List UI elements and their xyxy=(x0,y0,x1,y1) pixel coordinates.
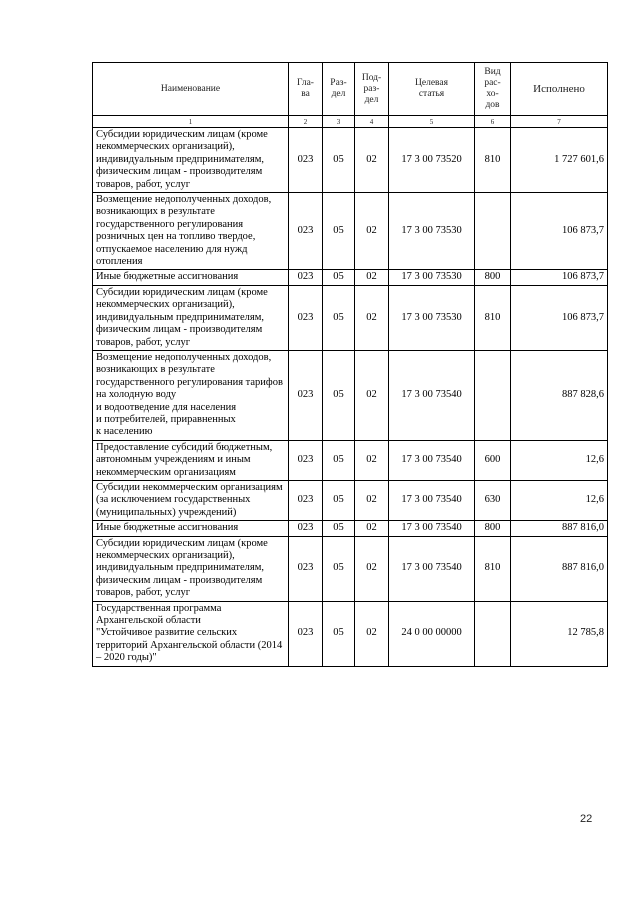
column-number-row xyxy=(93,116,608,128)
row-podrazdel-cell: 02 xyxy=(355,350,389,440)
row-expense-type-cell: 800 xyxy=(475,270,511,285)
row-target-article-cell: 17 3 00 73540 xyxy=(389,440,475,480)
header-name: Наименование xyxy=(93,63,289,116)
column-number: 3 xyxy=(323,116,355,128)
header-target-article: Целевая статья xyxy=(389,63,475,116)
row-glava-cell: 023 xyxy=(289,536,323,601)
table-row xyxy=(93,193,608,270)
row-glava-cell: 023 xyxy=(289,128,323,193)
page-number: 22 xyxy=(580,813,593,825)
row-razdel-cell: 05 xyxy=(323,270,355,285)
table-row xyxy=(93,128,608,193)
row-executed-cell: 887 828,6 xyxy=(511,350,608,440)
row-executed-cell: 12,6 xyxy=(511,440,608,480)
row-executed-cell: 106 873,7 xyxy=(511,285,608,350)
budget-execution-table xyxy=(92,62,608,667)
column-number: 5 xyxy=(389,116,475,128)
row-glava-cell: 023 xyxy=(289,270,323,285)
row-name-cell: Иные бюджетные ассигнования xyxy=(93,521,289,536)
row-target-article-cell: 17 3 00 73530 xyxy=(389,270,475,285)
table-row xyxy=(93,270,608,285)
row-razdel-cell: 05 xyxy=(323,350,355,440)
row-podrazdel-cell: 02 xyxy=(355,128,389,193)
row-name-cell: Возмещение недополученных доходов, возникающих в результате государственного регулирования розничных цен на топливо твердое, отпускаемое населению для нужд отопления xyxy=(93,193,289,270)
column-number: 6 xyxy=(475,116,511,128)
row-name-cell: Государственная программа Архангельской области "Устойчивое развитие сельских территорий Архангельской области (2014 – 2020 годы)" xyxy=(93,601,289,666)
row-razdel-cell: 05 xyxy=(323,521,355,536)
row-expense-type-cell xyxy=(475,350,511,440)
row-executed-cell: 1 727 601,6 xyxy=(511,128,608,193)
row-executed-cell: 106 873,7 xyxy=(511,193,608,270)
row-razdel-cell: 05 xyxy=(323,128,355,193)
row-executed-cell: 12 785,8 xyxy=(511,601,608,666)
row-glava-cell: 023 xyxy=(289,601,323,666)
row-glava-cell: 023 xyxy=(289,521,323,536)
table-row xyxy=(93,601,608,666)
row-name-cell: Субсидии юридическим лицам (кроме некоммерческих организаций), индивидуальным предпринимателям, физическим лицам - производителям товаров, работ, услуг xyxy=(93,285,289,350)
table-row xyxy=(93,521,608,536)
row-podrazdel-cell: 02 xyxy=(355,193,389,270)
row-executed-cell: 887 816,0 xyxy=(511,521,608,536)
header-glava: Гла- ва xyxy=(289,63,323,116)
row-podrazdel-cell: 02 xyxy=(355,270,389,285)
header-executed: Исполнено xyxy=(511,63,608,116)
row-executed-cell: 106 873,7 xyxy=(511,270,608,285)
row-expense-type-cell xyxy=(475,193,511,270)
row-razdel-cell: 05 xyxy=(323,285,355,350)
row-expense-type-cell xyxy=(475,601,511,666)
row-target-article-cell: 17 3 00 73520 xyxy=(389,128,475,193)
table-row xyxy=(93,285,608,350)
row-target-article-cell: 17 3 00 73530 xyxy=(389,285,475,350)
row-expense-type-cell: 810 xyxy=(475,128,511,193)
row-target-article-cell: 24 0 00 00000 xyxy=(389,601,475,666)
row-razdel-cell: 05 xyxy=(323,480,355,520)
table-row xyxy=(93,536,608,601)
row-razdel-cell: 05 xyxy=(323,193,355,270)
row-executed-cell: 887 816,0 xyxy=(511,536,608,601)
row-glava-cell: 023 xyxy=(289,350,323,440)
row-podrazdel-cell: 02 xyxy=(355,440,389,480)
row-glava-cell: 023 xyxy=(289,193,323,270)
row-name-cell: Возмещение недополученных доходов, возникающих в результате государственного регулирования тарифов на холодную воду и водоотведение для населения и потребителей, приравненных к населению xyxy=(93,350,289,440)
table-row xyxy=(93,350,608,440)
row-glava-cell: 023 xyxy=(289,440,323,480)
row-target-article-cell: 17 3 00 73540 xyxy=(389,536,475,601)
row-podrazdel-cell: 02 xyxy=(355,536,389,601)
row-razdel-cell: 05 xyxy=(323,601,355,666)
row-target-article-cell: 17 3 00 73540 xyxy=(389,350,475,440)
table-header-row xyxy=(93,63,608,116)
table-body xyxy=(93,128,608,667)
row-razdel-cell: 05 xyxy=(323,440,355,480)
row-expense-type-cell: 810 xyxy=(475,285,511,350)
row-name-cell: Иные бюджетные ассигнования xyxy=(93,270,289,285)
row-target-article-cell: 17 3 00 73530 xyxy=(389,193,475,270)
column-number: 1 xyxy=(93,116,289,128)
row-name-cell: Субсидии юридическим лицам (кроме некоммерческих организаций), индивидуальным предпринимателям, физическим лицам - производителям товаров, работ, услуг xyxy=(93,536,289,601)
table-row xyxy=(93,480,608,520)
header-podrazdel: Под- раз- дел xyxy=(355,63,389,116)
header-expense-type: Вид рас- хо- дов xyxy=(475,63,511,116)
row-expense-type-cell: 600 xyxy=(475,440,511,480)
row-expense-type-cell: 800 xyxy=(475,521,511,536)
row-target-article-cell: 17 3 00 73540 xyxy=(389,521,475,536)
row-podrazdel-cell: 02 xyxy=(355,521,389,536)
row-expense-type-cell: 630 xyxy=(475,480,511,520)
row-podrazdel-cell: 02 xyxy=(355,480,389,520)
header-razdel: Раз- дел xyxy=(323,63,355,116)
row-target-article-cell: 17 3 00 73540 xyxy=(389,480,475,520)
row-executed-cell: 12,6 xyxy=(511,480,608,520)
column-number: 2 xyxy=(289,116,323,128)
row-podrazdel-cell: 02 xyxy=(355,285,389,350)
row-name-cell: Субсидии юридическим лицам (кроме некоммерческих организаций), индивидуальным предпринимателям, физическим лицам - производителям товаров, работ, услуг xyxy=(93,128,289,193)
table-row xyxy=(93,440,608,480)
row-glava-cell: 023 xyxy=(289,480,323,520)
row-glava-cell: 023 xyxy=(289,285,323,350)
column-number: 7 xyxy=(511,116,608,128)
row-podrazdel-cell: 02 xyxy=(355,601,389,666)
row-razdel-cell: 05 xyxy=(323,536,355,601)
row-name-cell: Предоставление субсидий бюджетным, автономным учреждениям и иным некоммерческим организациям xyxy=(93,440,289,480)
row-name-cell: Субсидии некоммерческим организациям (за исключением государственных (муниципальных) учреждений) xyxy=(93,480,289,520)
column-number: 4 xyxy=(355,116,389,128)
row-expense-type-cell: 810 xyxy=(475,536,511,601)
